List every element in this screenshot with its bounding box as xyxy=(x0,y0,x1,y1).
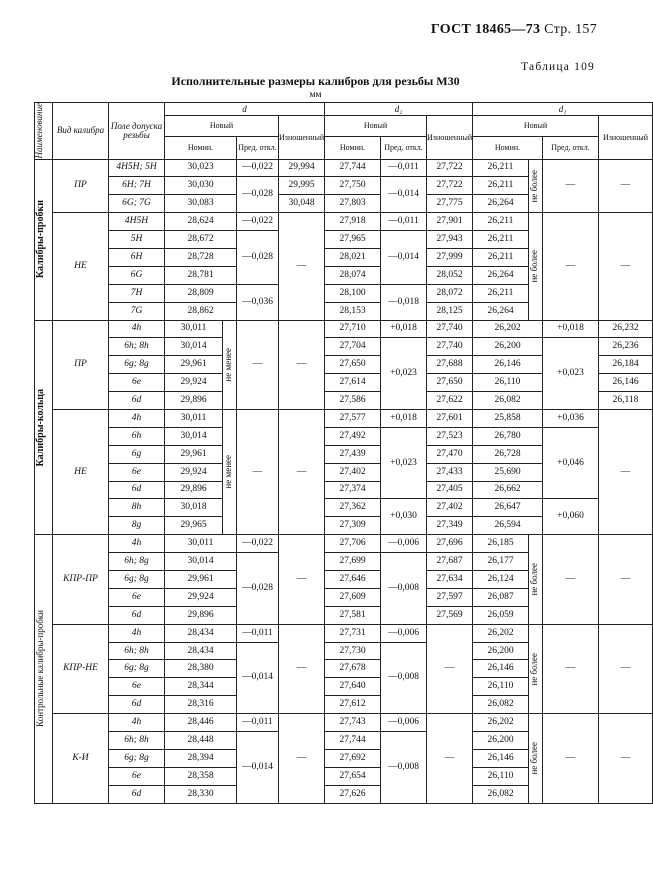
cell: 28,100 xyxy=(325,284,381,302)
cell: не более xyxy=(529,250,540,283)
cell: 29,924 xyxy=(165,374,223,392)
cell: — xyxy=(599,714,653,803)
cell: +0,046 xyxy=(543,427,599,499)
cell: — xyxy=(279,409,325,534)
cell: 26,662 xyxy=(473,481,543,499)
cell: 27,696 xyxy=(427,535,473,553)
cell: — xyxy=(599,535,653,624)
cell: —0,014 xyxy=(237,732,279,804)
cell: 30,018 xyxy=(165,499,223,517)
cell: 27,650 xyxy=(325,356,381,374)
cell: 26,211 xyxy=(473,248,529,266)
cell: 27,750 xyxy=(325,177,381,195)
cell: 28,344 xyxy=(165,678,237,696)
cell: 27,706 xyxy=(325,535,381,553)
cell: 27,775 xyxy=(427,195,473,213)
cell: 27,586 xyxy=(325,392,381,410)
cell: 27,722 xyxy=(427,159,473,177)
cell: 28,072 xyxy=(427,284,473,302)
cell: —0,011 xyxy=(237,624,279,642)
cell xyxy=(223,320,237,409)
cell: —0,022 xyxy=(237,535,279,553)
cell: 26,264 xyxy=(473,266,529,284)
cell: 27,646 xyxy=(325,571,381,589)
cell: 7G xyxy=(109,302,165,320)
cell: 26,146 xyxy=(473,749,529,767)
cell: 27,640 xyxy=(325,678,381,696)
cell: — xyxy=(543,535,599,624)
cell: 27,722 xyxy=(427,177,473,195)
cell: —0,018 xyxy=(381,284,427,320)
cell: 29,995 xyxy=(279,177,325,195)
cell: —0,022 xyxy=(237,159,279,177)
cell: 6g; 8g xyxy=(109,571,165,589)
kind-label: ПР xyxy=(53,320,109,409)
section-label xyxy=(35,535,53,803)
cell: — xyxy=(279,535,325,624)
cell: 4h xyxy=(109,535,165,553)
cell: 6e xyxy=(109,374,165,392)
cell: 4h xyxy=(109,409,165,427)
cell: — xyxy=(543,624,599,713)
cell: 26,264 xyxy=(473,195,529,213)
name-col-header: Наименование xyxy=(35,103,53,160)
cell: 27,523 xyxy=(427,427,473,445)
cell: 26,202 xyxy=(473,624,529,642)
cell: 30,011 xyxy=(165,535,237,553)
section-label: Калибры-пробки xyxy=(35,200,46,279)
cell xyxy=(529,213,543,320)
cell: 6d xyxy=(109,785,165,803)
cell: 25,690 xyxy=(473,463,543,481)
cell: —0,006 xyxy=(381,624,427,642)
cell: 6e xyxy=(109,463,165,481)
cell: 26,211 xyxy=(473,177,529,195)
kind-label: НЕ xyxy=(53,213,109,320)
cell: 27,581 xyxy=(325,606,381,624)
unit-label: мм xyxy=(309,90,322,100)
cell: 5Н xyxy=(109,231,165,249)
cell: 30,023 xyxy=(165,159,237,177)
cell: 27,687 xyxy=(427,553,473,571)
cell: +0,023 xyxy=(381,427,427,499)
cell: 28,728 xyxy=(165,248,237,266)
cell: — xyxy=(543,213,599,320)
cell: 28,862 xyxy=(165,302,237,320)
cell: 26,202 xyxy=(473,320,543,338)
cell: 26,124 xyxy=(473,571,529,589)
d2-nom-header: Номин. xyxy=(325,136,381,159)
cell: — xyxy=(279,624,325,713)
d-header: d xyxy=(165,103,325,116)
cell: 28,052 xyxy=(427,266,473,284)
cell: 28,316 xyxy=(165,696,237,714)
cell: 29,994 xyxy=(279,159,325,177)
cell: 4h xyxy=(109,714,165,732)
cell: 26,110 xyxy=(473,374,543,392)
cell: 28,448 xyxy=(165,732,237,750)
table-row xyxy=(35,535,653,553)
cell: 26,200 xyxy=(473,642,529,660)
cell: 26,082 xyxy=(473,785,529,803)
cell: 26,594 xyxy=(473,517,543,535)
cell: 28,624 xyxy=(165,213,237,231)
cell: —0,006 xyxy=(381,714,427,732)
cell: не более xyxy=(529,563,540,596)
cell: — xyxy=(427,714,473,803)
table-row xyxy=(35,624,653,642)
cell: 26,118 xyxy=(599,392,653,410)
cell: 6d xyxy=(109,696,165,714)
cell: +0,023 xyxy=(543,338,599,410)
d1-new-header: Новый xyxy=(473,116,599,137)
cell: —0,036 xyxy=(237,284,279,320)
kind-label: ПР xyxy=(53,159,109,213)
table-row xyxy=(35,409,653,427)
cell: 6g; 8g xyxy=(109,356,165,374)
cell: — xyxy=(237,320,279,409)
cell: —0,014 xyxy=(381,231,427,285)
cell: 30,048 xyxy=(279,195,325,213)
cell: — xyxy=(599,213,653,320)
cell: 6h; 8h xyxy=(109,642,165,660)
cell: 26,177 xyxy=(473,553,529,571)
cell: 27,731 xyxy=(325,624,381,642)
cell: 4h xyxy=(109,320,165,338)
cell: +0,018 xyxy=(381,320,427,338)
cell: 6G; 7G xyxy=(109,195,165,213)
cell: 6d xyxy=(109,606,165,624)
d1-header: d₁ xyxy=(473,103,653,116)
cell: 26,059 xyxy=(473,606,529,624)
d1-worn-header: Изношенный xyxy=(599,116,653,160)
cell: не менее xyxy=(223,347,233,382)
cell: 27,740 xyxy=(427,338,473,356)
cell: 27,601 xyxy=(427,409,473,427)
cell: 29,961 xyxy=(165,356,223,374)
cell: 27,901 xyxy=(427,213,473,231)
d1-pred-header: Пред. откл. xyxy=(543,136,599,159)
cell: — xyxy=(279,320,325,409)
cell: —0,008 xyxy=(381,732,427,804)
cell: 28,809 xyxy=(165,284,237,302)
cell: 27,943 xyxy=(427,231,473,249)
cell: 27,999 xyxy=(427,248,473,266)
cell: 27,626 xyxy=(325,785,381,803)
kind-label: НЕ xyxy=(53,409,109,534)
cell: +0,060 xyxy=(543,499,599,535)
cell: +0,036 xyxy=(543,409,599,427)
cell: 26,211 xyxy=(473,213,529,231)
cell: не более xyxy=(529,652,540,686)
cell: — xyxy=(599,159,653,213)
cell: 28,434 xyxy=(165,624,237,642)
cell: 29,896 xyxy=(165,606,237,624)
cell: 28,446 xyxy=(165,714,237,732)
dimensions-table xyxy=(34,102,653,804)
d2-header: d₂ xyxy=(325,103,473,116)
cell: 28,074 xyxy=(325,266,381,284)
cell: 6e xyxy=(109,588,165,606)
cell: 27,730 xyxy=(325,642,381,660)
page-number: Стр. 157 xyxy=(544,22,597,37)
cell: +0,023 xyxy=(381,338,427,410)
cell: 28,394 xyxy=(165,749,237,767)
cell: 28,358 xyxy=(165,767,237,785)
cell: 6G xyxy=(109,266,165,284)
cell: 26,146 xyxy=(473,356,543,374)
cell: 27,710 xyxy=(325,320,381,338)
cell: 28,021 xyxy=(325,248,381,266)
cell: 26,647 xyxy=(473,499,543,517)
cell: 30,014 xyxy=(165,427,223,445)
table-row xyxy=(35,714,653,732)
cell: 30,011 xyxy=(165,320,223,338)
d-worn-header: Изношенный xyxy=(279,116,325,160)
cell: 27,433 xyxy=(427,463,473,481)
cell: —0,014 xyxy=(381,177,427,213)
cell: 27,362 xyxy=(325,499,381,517)
table-number: Таблица 109 xyxy=(521,61,595,73)
cell: 4Н5Н; 5Н xyxy=(109,159,165,177)
cell: — xyxy=(543,714,599,803)
cell: — xyxy=(599,409,653,534)
cell: 4Н5Н xyxy=(109,213,165,231)
cell: 27,609 xyxy=(325,588,381,606)
section-label: Калибры-кольца xyxy=(35,388,46,467)
cell: +0,018 xyxy=(543,320,599,338)
cell: 26,082 xyxy=(473,392,543,410)
cell: 30,014 xyxy=(165,553,237,571)
cell: 27,374 xyxy=(325,481,381,499)
table-row xyxy=(35,427,653,445)
kind-label: КПР-НЕ xyxy=(53,624,109,713)
cell: — xyxy=(543,159,599,213)
cell: 6h; 8h xyxy=(109,338,165,356)
cell: 29,961 xyxy=(165,571,237,589)
cell: 27,402 xyxy=(427,499,473,517)
cell: 29,965 xyxy=(165,517,223,535)
cell: 6e xyxy=(109,678,165,696)
cell: — xyxy=(427,624,473,713)
cell: —0,011 xyxy=(237,714,279,732)
kind-label: К-И xyxy=(53,714,109,803)
cell: 6h xyxy=(109,427,165,445)
cell: 28,781 xyxy=(165,266,237,284)
kind-label: КПР-ПР xyxy=(53,535,109,624)
cell: 27,704 xyxy=(325,338,381,356)
cell: 26,082 xyxy=(473,696,529,714)
cell: 27,569 xyxy=(427,606,473,624)
cell: 27,688 xyxy=(427,356,473,374)
cell: 27,650 xyxy=(427,374,473,392)
cell: 27,740 xyxy=(427,320,473,338)
table-row xyxy=(35,499,653,517)
d-nom-header: Номин. xyxy=(165,136,237,159)
cell: 27,614 xyxy=(325,374,381,392)
cell: 30,014 xyxy=(165,338,223,356)
cell: 26,110 xyxy=(473,767,529,785)
cell: 26,146 xyxy=(473,660,529,678)
cell: —0,008 xyxy=(381,553,427,625)
cell: —0,011 xyxy=(381,159,427,177)
d-new-header: Новый xyxy=(165,116,279,137)
cell: 29,924 xyxy=(165,588,237,606)
cell: 27,439 xyxy=(325,445,381,463)
cell: не более xyxy=(529,169,540,203)
cell: 6h; 8h xyxy=(109,732,165,750)
cell: 6g; 8g xyxy=(109,660,165,678)
cell: 27,965 xyxy=(325,231,381,249)
cell: 25,858 xyxy=(473,409,543,427)
cell: 29,961 xyxy=(165,445,223,463)
cell: 26,236 xyxy=(599,338,653,356)
cell: —0,028 xyxy=(237,553,279,625)
cell xyxy=(529,714,543,803)
cell: 27,634 xyxy=(427,571,473,589)
cell: +0,030 xyxy=(381,499,427,535)
cell: 28,125 xyxy=(427,302,473,320)
cell: 27,699 xyxy=(325,553,381,571)
cell: 6d xyxy=(109,392,165,410)
table-row xyxy=(35,338,653,356)
cell: — xyxy=(599,624,653,713)
cell xyxy=(223,409,237,534)
cell: —0,008 xyxy=(381,642,427,714)
cell: 28,434 xyxy=(165,642,237,660)
cell: 8g xyxy=(109,517,165,535)
cell: 4h xyxy=(109,624,165,642)
table-body xyxy=(35,159,653,803)
cell: 27,678 xyxy=(325,660,381,678)
tol-col-header: Поле допуска резьбы xyxy=(109,103,165,160)
cell: — xyxy=(279,213,325,320)
cell: 26,184 xyxy=(599,356,653,374)
cell: 26,728 xyxy=(473,445,543,463)
cell: 26,110 xyxy=(473,678,529,696)
cell: 27,612 xyxy=(325,696,381,714)
table-row xyxy=(35,320,653,338)
cell: 26,264 xyxy=(473,302,529,320)
cell: 27,349 xyxy=(427,517,473,535)
d-pred-header: Пред. откл. xyxy=(237,136,279,159)
cell: 26,211 xyxy=(473,284,529,302)
table-row xyxy=(35,159,653,177)
cell: не более xyxy=(529,742,540,775)
cell: 29,896 xyxy=(165,392,223,410)
cell: 6Н; 7Н xyxy=(109,177,165,195)
kind-col-header: Вид калибра xyxy=(53,103,109,160)
cell: — xyxy=(279,714,325,803)
cell: 27,743 xyxy=(325,714,381,732)
d2-pred-header: Пред. откл. xyxy=(381,136,427,159)
section-label: Контрольные калибры-пробки xyxy=(35,610,45,728)
cell xyxy=(529,535,543,624)
cell: 27,405 xyxy=(427,481,473,499)
cell: 27,654 xyxy=(325,767,381,785)
cell: —0,028 xyxy=(237,231,279,285)
cell: 26,200 xyxy=(473,732,529,750)
cell: —0,014 xyxy=(237,642,279,714)
cell: —0,011 xyxy=(381,213,427,231)
table-title: Исполнительные размеры калибров для резьбы М30 xyxy=(171,74,460,88)
cell: 6g xyxy=(109,445,165,463)
cell: 27,597 xyxy=(427,588,473,606)
cell: +0,018 xyxy=(381,409,427,427)
cell: 30,011 xyxy=(165,409,223,427)
cell xyxy=(529,624,543,713)
cell: 27,918 xyxy=(325,213,381,231)
gost-number: ГОСТ 18465—73 xyxy=(430,22,541,37)
cell: 27,744 xyxy=(325,732,381,750)
section-label xyxy=(35,159,53,320)
cell: 30,030 xyxy=(165,177,237,195)
cell: 6Н xyxy=(109,248,165,266)
cell: —0,028 xyxy=(237,177,279,213)
cell: 29,924 xyxy=(165,463,223,481)
cell: 26,211 xyxy=(473,231,529,249)
cell: 27,692 xyxy=(325,749,381,767)
cell: 26,185 xyxy=(473,535,529,553)
cell: —0,006 xyxy=(381,535,427,553)
cell: 28,330 xyxy=(165,785,237,803)
cell: 27,470 xyxy=(427,445,473,463)
cell: 27,577 xyxy=(325,409,381,427)
cell: 26,232 xyxy=(599,320,653,338)
cell xyxy=(529,159,543,213)
cell: 27,622 xyxy=(427,392,473,410)
cell: 26,146 xyxy=(599,374,653,392)
cell: 26,202 xyxy=(473,714,529,732)
cell: 28,672 xyxy=(165,231,237,249)
cell: 27,402 xyxy=(325,463,381,481)
cell: —0,022 xyxy=(237,213,279,231)
cell: 30,083 xyxy=(165,195,237,213)
cell: 6h; 8g xyxy=(109,553,165,571)
cell: — xyxy=(237,409,279,534)
cell: 28,380 xyxy=(165,660,237,678)
table-row xyxy=(35,213,653,231)
cell: 27,803 xyxy=(325,195,381,213)
cell: 27,492 xyxy=(325,427,381,445)
page-header xyxy=(431,22,597,38)
cell: 26,780 xyxy=(473,427,543,445)
cell: 27,744 xyxy=(325,159,381,177)
cell: 7Н xyxy=(109,284,165,302)
d1-nom-header: Номин. xyxy=(473,136,543,159)
cell: 26,211 xyxy=(473,159,529,177)
cell: 27,309 xyxy=(325,517,381,535)
d2-new-header: Новый xyxy=(325,116,427,137)
cell: 6d xyxy=(109,481,165,499)
cell: 6e xyxy=(109,767,165,785)
cell: 8h xyxy=(109,499,165,517)
cell: не менее xyxy=(223,455,233,489)
cell: 6g; 8g xyxy=(109,749,165,767)
cell: 29,896 xyxy=(165,481,223,499)
cell: 26,200 xyxy=(473,338,543,356)
d2-worn-header: Изношенный xyxy=(427,116,473,160)
section-label xyxy=(35,320,53,535)
cell: 28,153 xyxy=(325,302,381,320)
cell: 26,087 xyxy=(473,588,529,606)
